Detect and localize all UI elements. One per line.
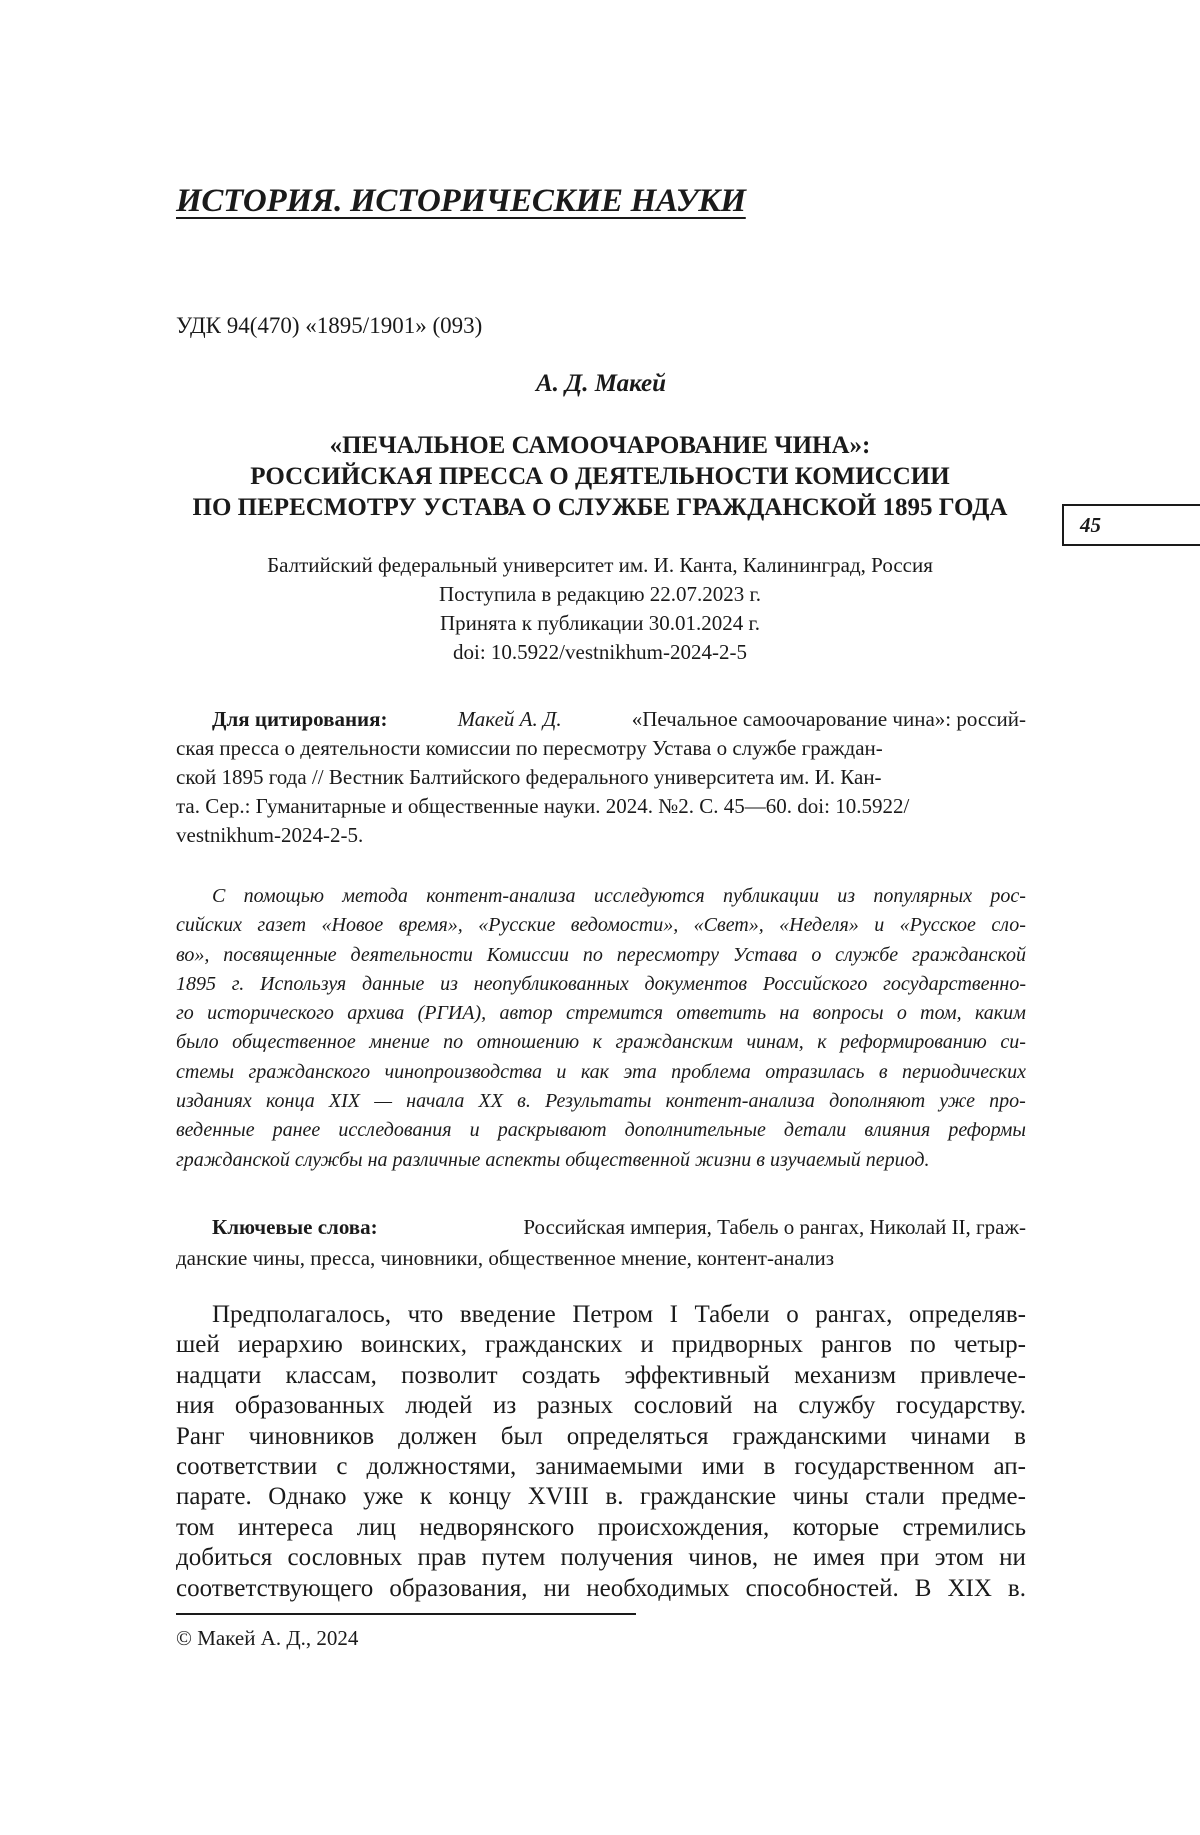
abstract-line: гражданской службы на различные аспекты общественной жизни в изучаемый период. <box>176 1148 930 1171</box>
citation-line <box>176 763 1026 792</box>
abstract-line: веденные ранее исследования и раскрывают дополнительные детали влияния реформы <box>176 1119 1026 1142</box>
title-line: «ПЕЧАЛЬНОЕ САМООЧАРОВАНИЕ ЧИНА»: <box>329 432 871 459</box>
received-date: Поступила в редакцию 22.07.2023 г. <box>438 582 761 606</box>
udk-code: УДК 94(470) «1895/1901» (093) <box>176 313 483 338</box>
author-name: А. Д. Макей <box>535 370 667 397</box>
body-text <box>176 1300 1026 1604</box>
body-line: ния образованных людей из разных сословий на службу государству. <box>176 1392 1026 1420</box>
abstract <box>176 882 1026 1175</box>
citation-line <box>176 705 1026 734</box>
body-line: соответствующего образования, ни необходимых способностей. В XIX в. <box>176 1574 1026 1602</box>
title-line: ПО ПЕРЕСМОТРУ УСТАВА О СЛУЖБЕ ГРАЖДАНСКОЙ 1895 ГОДА <box>192 494 1008 521</box>
body-line: парате. Однако уже к концу XVIII в. гражданские чины стали предме- <box>176 1483 1026 1511</box>
abstract-line: было общественное мнение по отношению к гражданским чинам, к реформированию си- <box>176 1031 1026 1054</box>
title-line: РОССИЙСКАЯ ПРЕССА О ДЕЯТЕЛЬНОСТИ КОМИССИИ <box>250 463 950 490</box>
body-line: соответствии с должностями, занимаемыми ими в государственном ап- <box>176 1453 1026 1481</box>
citation-line <box>176 734 1026 763</box>
keywords-text: Российская империя, Табель о рангах, Николай II, граж- <box>523 1215 1026 1239</box>
citation-line <box>176 821 1026 850</box>
page-number: 45 <box>1080 513 1101 537</box>
citation-label: Для цитирования: <box>212 707 388 731</box>
copyright: © Макей А. Д., 2024 <box>176 1626 359 1650</box>
citation-line <box>176 792 1026 821</box>
article-title <box>150 430 1050 523</box>
footnote-rule <box>176 1613 636 1615</box>
abstract-line: стемы гражданского чинопроизводства и как эта проблема отразилась в периодических <box>176 1060 1026 1083</box>
article-meta <box>150 551 1050 667</box>
doi: doi: 10.5922/vestnikhum-2024-2-5 <box>453 640 747 664</box>
citation-text: «Печальное самоочарование чина»: россий- <box>631 707 1026 731</box>
abstract-line: во», посвященные деятельности Комиссии по пересмотру Устава о службе гражданской <box>176 943 1026 966</box>
abstract-line: изданиях конца XIX — начала XX в. Результаты контент-анализа дополняют уже про- <box>176 1090 1026 1113</box>
citation-author: Макей А. Д. <box>457 707 562 731</box>
body-line: Ранг чиновников должен был определяться гражданскими чинами в <box>176 1422 1026 1450</box>
keywords-text: данские чины, пресса, чиновники, общественное мнение, контент-анализ <box>176 1246 835 1270</box>
body-line: добиться сословных прав путем получения чинов, не имея при этом ни <box>176 1544 1026 1572</box>
page-number-box <box>1062 504 1200 546</box>
citation-text: ской 1895 года // Вестник Балтийского федерального университета им. И. Кан- <box>176 765 882 789</box>
body-line: том интереса лиц недворянского происхождения, которые стремились <box>176 1513 1026 1541</box>
section-heading: ИСТОРИЯ. ИСТОРИЧЕСКИЕ НАУКИ <box>176 183 746 219</box>
citation-text: ская пресса о деятельности комиссии по пересмотру Устава о службе граждан- <box>176 736 883 760</box>
abstract-line: го исторического архива (РГИА), автор стремится ответить на вопросы о том, каким <box>176 1002 1026 1025</box>
keywords-line <box>176 1212 1026 1243</box>
abstract-line: сийских газет «Новое время», «Русские ведомости», «Свет», «Неделя» и «Русское сло- <box>176 914 1026 937</box>
keywords-block <box>176 1212 1026 1274</box>
citation-block <box>176 705 1026 850</box>
citation-text: vestnikhum-2024-2-5. <box>176 823 364 847</box>
body-line: надцати классам, позволит создать эффективный механизм привлече- <box>176 1361 1026 1389</box>
body-line: шей иерархию воинских, гражданских и придворных рангов по четыр- <box>176 1331 1026 1359</box>
keywords-label: Ключевые слова: <box>212 1215 378 1239</box>
affiliation: Балтийский федеральный университет им. И. Канта, Калининград, Россия <box>267 553 933 577</box>
abstract-line: С помощью метода контент-анализа исследуются публикации из популярных рос- <box>212 885 1026 907</box>
abstract-line: 1895 г. Используя данные из неопубликованных документов Российского государственно- <box>176 972 1026 995</box>
keywords-line <box>176 1243 1026 1274</box>
citation-text: та. Сер.: Гуманитарные и общественные науки. 2024. №2. С. 45—60. doi: 10.5922/ <box>176 794 910 818</box>
body-line: Предполагалось, что введение Петром I Табели о рангах, определяв- <box>212 1301 1026 1328</box>
accepted-date: Принята к публикации 30.01.2024 г. <box>439 611 760 635</box>
